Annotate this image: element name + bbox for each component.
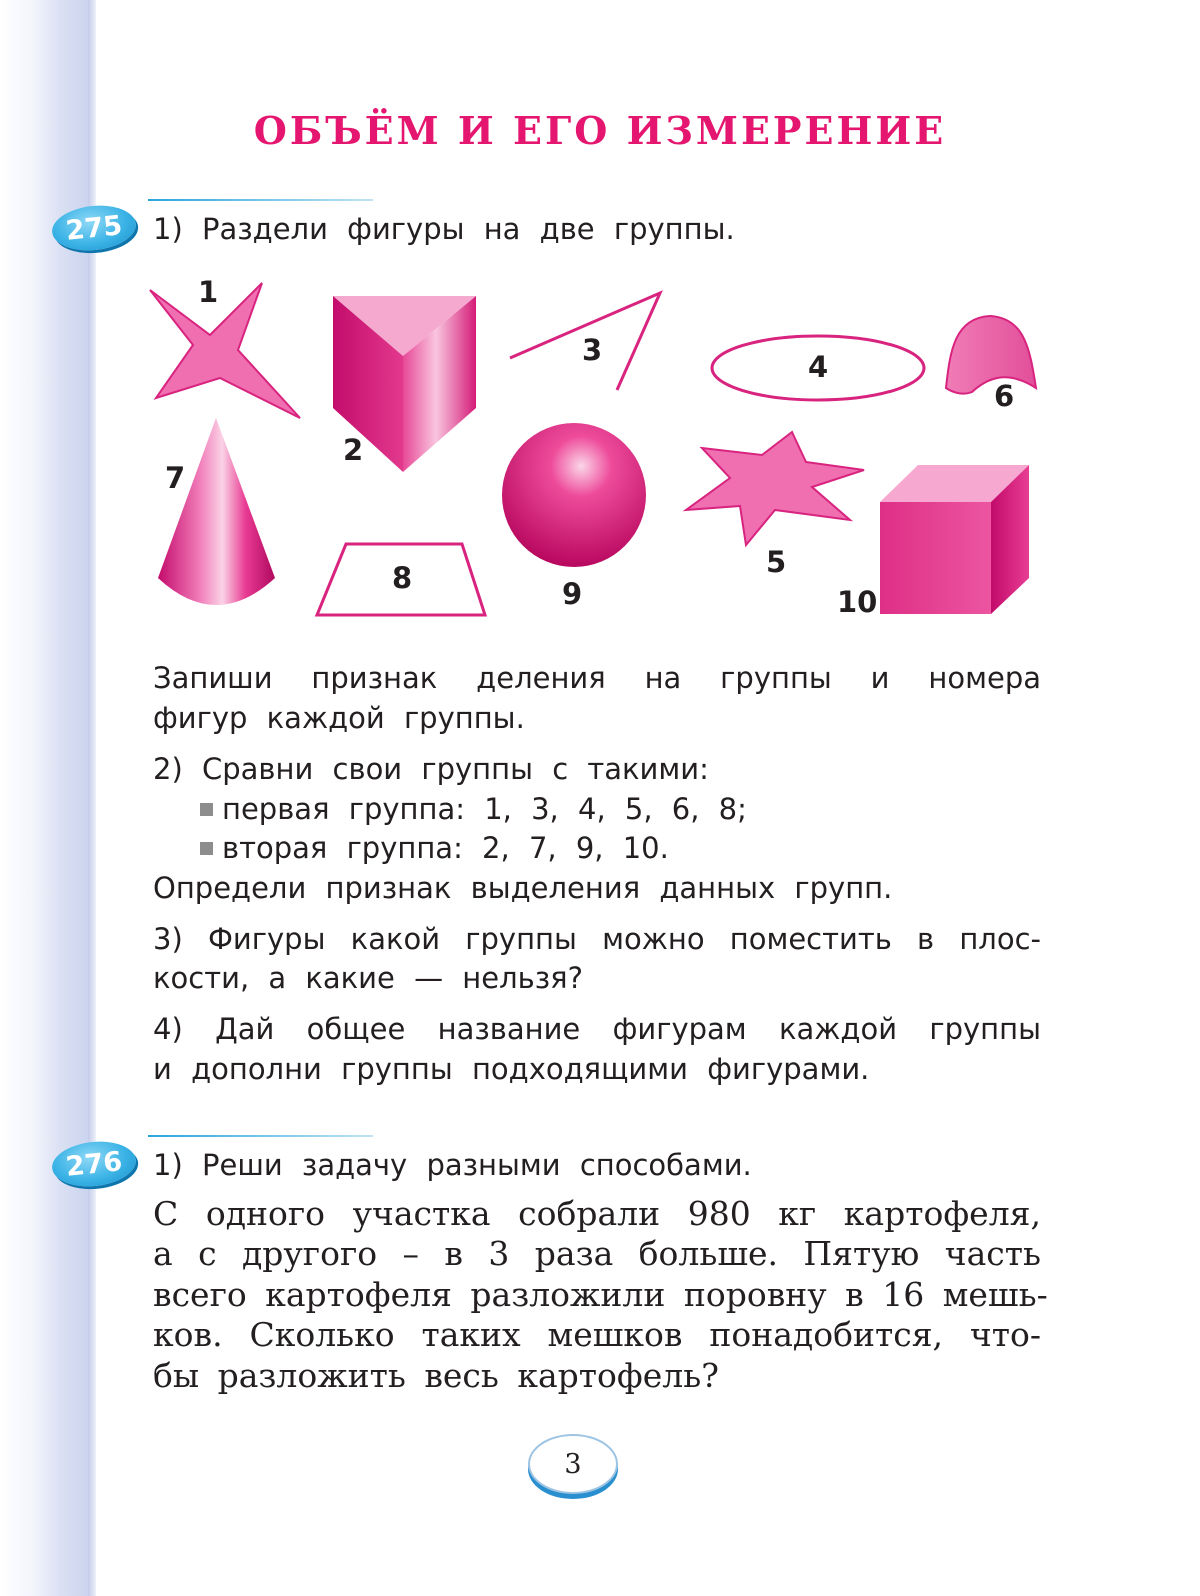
figure-6-bell — [946, 316, 1036, 394]
task-276-problem-line4: ков. Сколько таких мешков понадобится, что- — [153, 1315, 1041, 1354]
page-title: ОБЪЁМ И ЕГО ИЗМЕРЕНИЕ — [253, 108, 947, 153]
group-1-text: первая группа: 1, 3, 4, 5, 6, 8; — [222, 792, 747, 826]
task-276-badge: 276 — [50, 1138, 138, 1191]
figure-10-cube — [880, 465, 1029, 614]
figure-label-5: 5 — [766, 545, 787, 579]
group-2-item — [200, 828, 1040, 868]
task-275-instruction-line2: фигур каждой группы. — [153, 701, 525, 735]
task-275-part4-line2: и дополни группы подходящими фигурами. — [153, 1052, 870, 1086]
figure-label-3: 3 — [582, 333, 603, 367]
bullet-icon — [200, 842, 213, 855]
figure-label-6: 6 — [994, 379, 1015, 413]
figure-label-2: 2 — [343, 433, 364, 467]
group-1-item — [200, 789, 1040, 829]
figure-label-8: 8 — [392, 561, 413, 595]
figure-label-7: 7 — [165, 461, 186, 495]
bullet-icon — [200, 803, 213, 816]
figure-label-10: 10 — [837, 585, 878, 619]
task-275-part1: 1) Раздели фигуры на две группы. — [153, 212, 735, 246]
figure-label-4: 4 — [808, 350, 829, 384]
task-276-problem-line1: С одного участка собрали 980 кг картофеля, — [153, 1194, 1041, 1233]
figure-5-star — [686, 432, 864, 545]
task-276-problem-line2: а с другого – в 3 раза больше. Пятую часть — [153, 1234, 1041, 1273]
page-number: 3 — [528, 1434, 618, 1494]
group-2-text: вторая группа: 2, 7, 9, 10. — [222, 831, 669, 865]
task-275-part2: 2) Сравни свои группы с такими: — [153, 752, 709, 786]
task-275-badge: 275 — [50, 202, 138, 255]
task-275-instruction-line1: Запиши признак деления на группы и номера — [153, 661, 1041, 695]
task-275-part3-line2: кости, а какие — нельзя? — [153, 961, 583, 995]
task-275-part4-line1: 4) Дай общее название фигурам каждой группы — [153, 1012, 1041, 1046]
task-276-problem-line5: бы разложить весь картофель? — [153, 1356, 719, 1395]
figures-illustration — [0, 0, 1200, 640]
figure-9-sphere — [502, 423, 646, 567]
task-276-part1: 1) Реши задачу разными способами. — [153, 1148, 752, 1182]
task-275-part2-question: Определи признак выделения данных групп. — [153, 871, 893, 905]
figure-label-9: 9 — [562, 577, 583, 611]
task-276-problem-line3: всего картофеля разложили поровну в 16 мешь- — [153, 1275, 1048, 1314]
task-275-part3-line1: 3) Фигуры какой группы можно поместить в плос- — [153, 922, 1041, 956]
figure-label-1: 1 — [198, 275, 219, 309]
figure-1-star — [150, 283, 300, 418]
task-276-rule — [148, 1135, 373, 1137]
figure-7-cone — [158, 418, 275, 612]
